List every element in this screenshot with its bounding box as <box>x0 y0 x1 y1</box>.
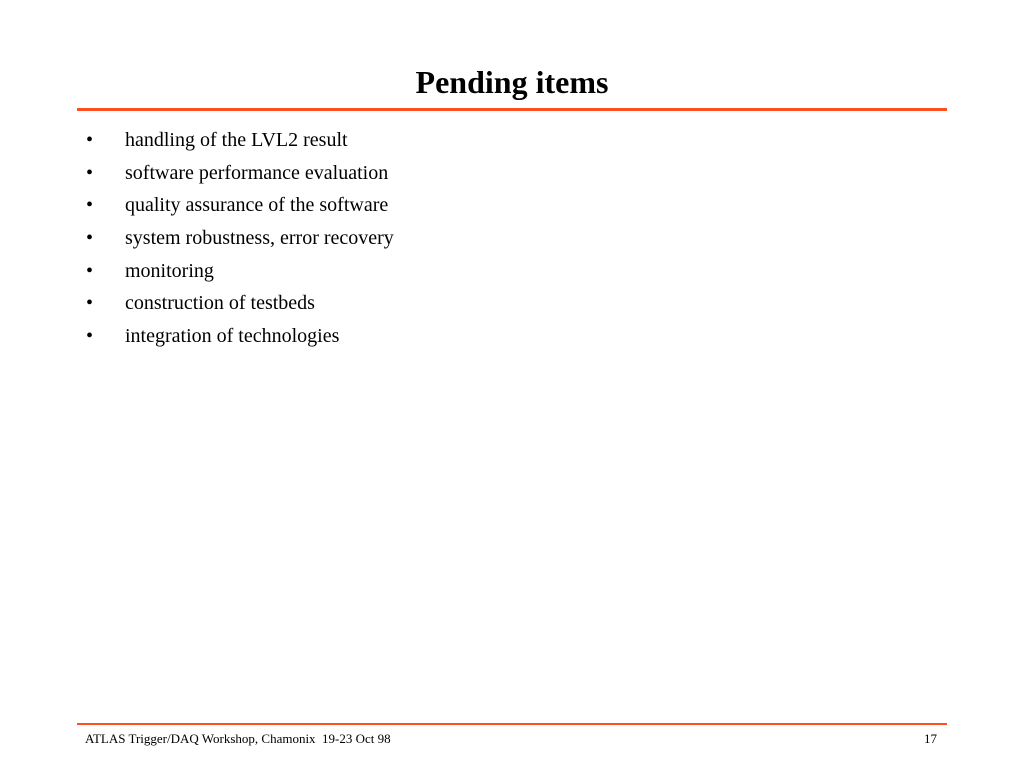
bullet-text: quality assurance of the software <box>125 194 389 217</box>
footer-event-text: ATLAS Trigger/DAQ Workshop, Chamonix 19-23 Oct 98 <box>85 731 391 746</box>
bullet-text: software performance evaluation <box>125 161 389 184</box>
bullet-icon: • <box>86 129 94 151</box>
bullet-icon: • <box>86 194 94 217</box>
page-number: 17 <box>924 731 937 746</box>
bullet-icon: • <box>86 161 94 184</box>
bullet-icon: • <box>86 227 94 250</box>
footer-divider <box>77 723 947 725</box>
bullet-text: integration of technologies <box>125 325 340 348</box>
slide-title: Pending items <box>415 64 609 100</box>
bullet-icon: • <box>86 259 94 282</box>
bullet-icon: • <box>86 292 94 315</box>
bullet-icon: • <box>86 325 94 348</box>
bullet-text: construction of testbeds <box>125 292 315 315</box>
title-divider <box>77 108 947 111</box>
bullet-text: handling of the LVL2 result <box>125 129 348 151</box>
bullet-text: monitoring <box>125 259 214 282</box>
bullet-text: system robustness, error recovery <box>125 227 394 250</box>
